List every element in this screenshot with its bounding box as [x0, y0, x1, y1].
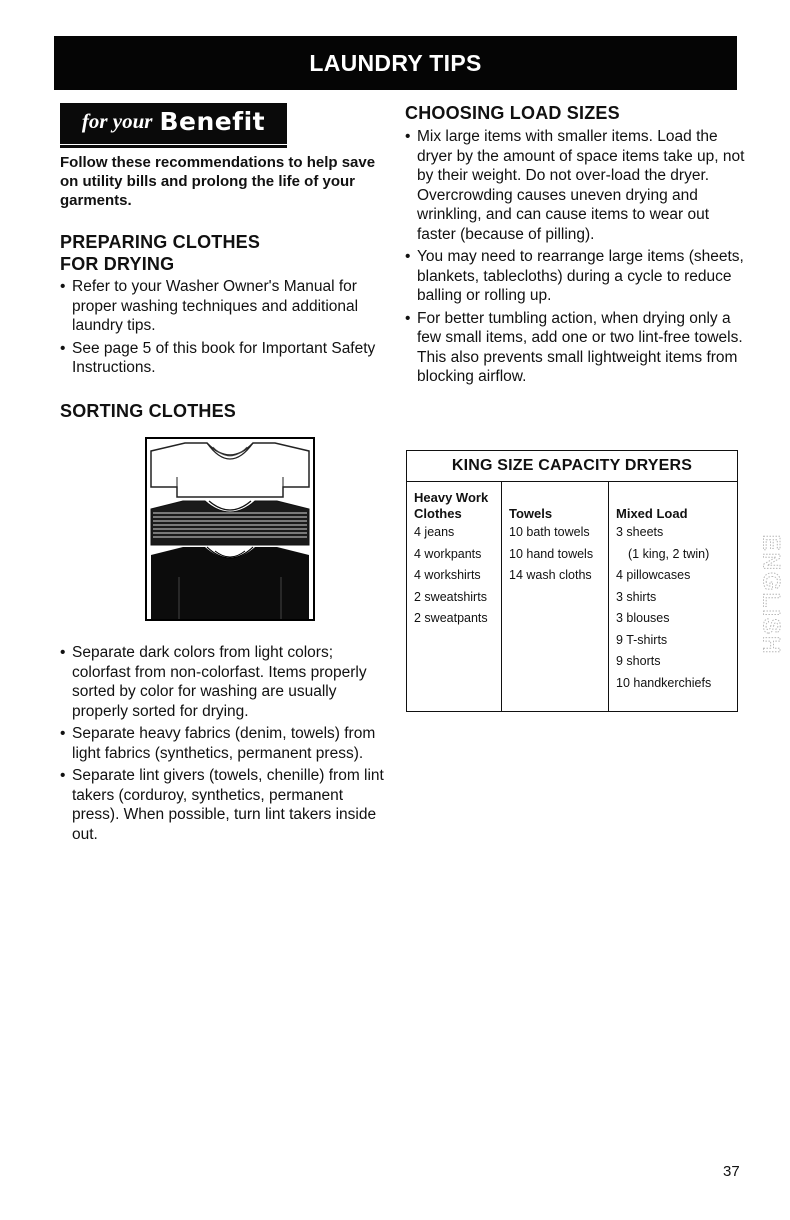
column-header [509, 486, 608, 522]
page-title-banner [54, 36, 737, 90]
column-header-line2: Clothes [414, 506, 462, 521]
table-cell: 9 T-shirts [616, 632, 668, 647]
badge-for-your: for your [81, 109, 153, 133]
capacity-table-title: KING SIZE CAPACITY DRYERS [407, 451, 737, 482]
table-cell: 14 wash cloths [509, 568, 592, 582]
preparing-heading-line2: FOR DRYING [60, 254, 175, 274]
towels-column [502, 482, 609, 711]
column-header [414, 486, 501, 522]
table-cell: 2 sweatshirts [414, 589, 487, 604]
choosing-heading: CHOOSING LOAD SIZES [405, 103, 620, 123]
badge-underline [60, 145, 287, 148]
intro-text: Follow these recommendations to help save on utility bills and prolong the life of your garments. [60, 154, 376, 209]
side-tab-label: ENGLISH [757, 534, 785, 656]
column-header-label: Mixed Load [616, 506, 688, 521]
column-header [616, 486, 737, 522]
list-item: • Separate dark colors from light colors; colorfast from non-colorfast. Items properly sorted by color for washing are usually properly sorted for drying. [60, 643, 385, 721]
capacity-table [406, 450, 738, 712]
table-cell: 4 workpants [414, 546, 482, 561]
preparing-heading-line1: PREPARING CLOTHES [60, 232, 261, 252]
table-cell: 4 pillowcases [616, 568, 691, 582]
table-cell: 3 shirts [616, 589, 657, 604]
table-cell: 10 bath towels [509, 525, 590, 539]
preparing-list [60, 277, 385, 381]
page-title: LAUNDRY TIPS [309, 50, 482, 76]
table-cell: 10 hand towels [509, 546, 594, 561]
table-cell: 2 sweatpants [414, 611, 488, 625]
table-cell: (1 king, 2 twin) [628, 546, 710, 561]
table-cell: 4 jeans [414, 525, 455, 539]
list-item: • Separate heavy fabrics (denim, towels) from light fabrics (synthetics, permanent press). [60, 724, 385, 763]
preparing-heading [60, 231, 260, 275]
column-header-label: Towels [509, 506, 553, 521]
sorted-shirts-illustration [145, 437, 315, 621]
table-cell: 3 sheets [616, 525, 664, 539]
list-item: • Separate lint givers (towels, chenille) from lint takers (corduroy, synthetics, permanent press). When possible, turn lint takers inside out. [60, 766, 385, 844]
list-item: • Mix large items with smaller items. Load the dryer by the amount of space items take up, not by their weight. Do not over-load the dryer. Overcrowding causes uneven drying and wrinkling, and can cause items to wear out faster (because of pilling). [405, 127, 745, 244]
choosing-list [405, 127, 745, 390]
table-cell: 10 handkerchiefs [616, 675, 712, 690]
page-number: 37 [723, 1163, 740, 1180]
table-cell: 4 workshirts [414, 568, 481, 582]
mixed-load-column [609, 482, 737, 711]
sorting-heading: SORTING CLOTHES [60, 401, 237, 421]
list-item: • For better tumbling action, when drying only a few small items, add one or two lint-free towels. This also prevents small lightweight items from blocking airflow. [405, 309, 745, 387]
list-item: • Refer to your Washer Owner's Manual for proper washing techniques and additional laundry tips. [60, 277, 385, 336]
column-header-line1: Heavy Work [414, 490, 489, 505]
for-your-benefit-badge [60, 103, 287, 144]
table-cell: 9 shorts [616, 654, 661, 668]
language-side-tab [754, 500, 786, 690]
sorting-list [60, 643, 385, 847]
table-cell: 3 blouses [616, 611, 670, 625]
list-item: • See page 5 of this book for Important Safety Instructions. [60, 339, 385, 378]
badge-benefit: Benefit [159, 107, 266, 136]
heavy-work-column [407, 482, 502, 711]
list-item: • You may need to rearrange large items (sheets, blankets, tablecloths) during a cycle to reduce balling or rolling up. [405, 247, 745, 306]
